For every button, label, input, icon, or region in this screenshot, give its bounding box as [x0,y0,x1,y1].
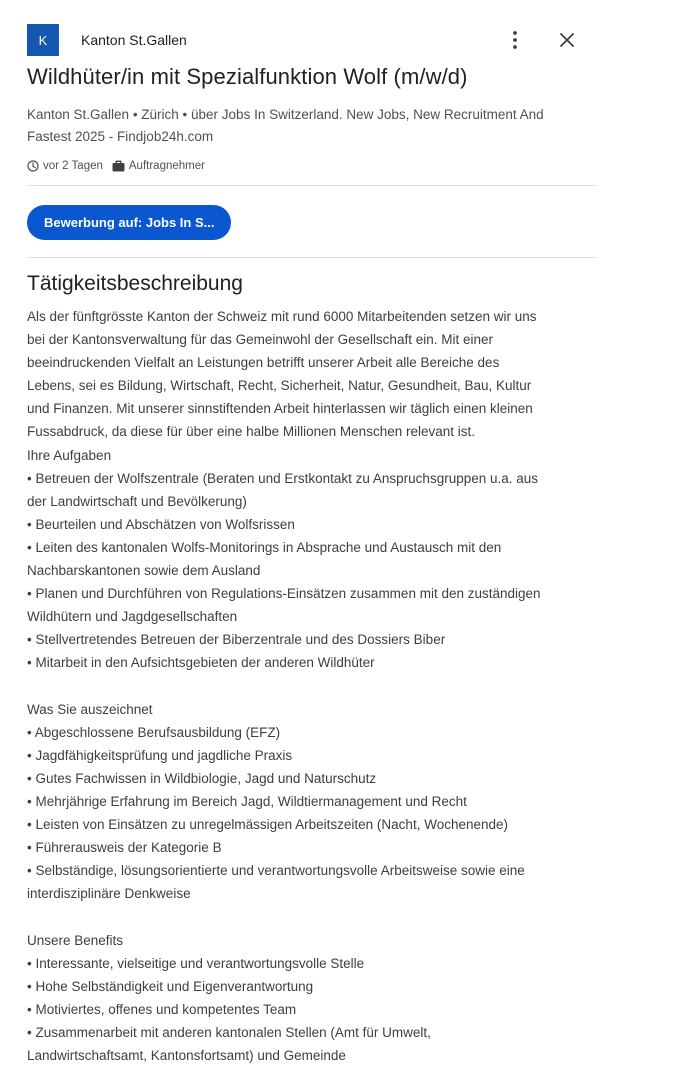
description-line: • Betreuen der Wolfszentrale (Beraten und Erstkontakt zu Anspruchsgruppen u.a. aus [27,470,539,486]
description-line: beeindruckenden Vielfalt an Leistungen betrifft unserer Arbeit alle Bereiche des [27,355,500,371]
description-line: • Abgeschlossene Berufsausbildung (EFZ) [27,724,281,740]
job-meta [27,157,214,175]
description-line: • Interessante, vielseitige und verantwortungsvolle Stelle [27,955,365,971]
description-line: der Landwirtschaft und Bevölkerung) [27,493,247,509]
more-vert-icon [512,30,518,50]
description-line: • Hohe Selbständigkeit und Eigenverantwortung [27,978,314,994]
description-line: Nachbarskantonen sowie dem Ausland [27,563,261,579]
description-line: • Mitarbeit in den Aufsichtsgebieten der anderen Wildhüter [27,655,375,671]
description-line: Fussabdruck, da diese für über eine halbe Millionen Menschen relevant ist. [27,424,475,440]
posted-text: vor 2 Tagen [43,160,103,172]
description-line: • Beurteilen und Abschätzen von Wolfsrissen [27,516,295,532]
apply-button[interactable]: Bewerbung auf: Jobs In S... [27,205,231,240]
description-line: • Führerausweis der Kategorie B [27,840,222,856]
description-line: • Leiten des kantonalen Wolfs-Monitorings in Absprache und Austausch mit den [27,539,502,555]
employment-type-text: Auftragnehmer [128,160,205,172]
description-line: • Planen und Durchführen von Regulations-Einsätzen zusammen mit den zuständigen [27,586,541,602]
job-source-line: Fastest 2025 - Findjob24h.com [27,129,214,144]
employment-type-info [112,160,205,172]
more-options-button[interactable] [503,26,527,54]
description-line: • Mehrjährige Erfahrung im Bereich Jagd, Wildtiermanagement und Recht [27,793,467,809]
description-line: Landwirtschaftsamt, Kantonsfortsamt) und Gemeinde [27,1048,346,1063]
description-line: • Motiviertes, offenes und kompetentes Team [27,1001,297,1017]
job-source [27,104,592,148]
description-line: Unsere Benefits [27,932,124,948]
description-line: • Selbständige, lösungsorientierte und verantwortungsvolle Arbeitsweise sowie eine [27,863,525,879]
description-line: Als der fünftgrösste Kanton der Schweiz mit rund 6000 Mitarbeitenden setzen wir uns [27,309,537,324]
close-button[interactable] [553,26,581,54]
description-line: interdisziplinäre Denkweise [27,886,191,902]
job-description [27,305,597,1067]
clock-icon [27,160,39,172]
description-heading: Tätigkeitsbeschreibung [27,272,243,295]
description-line: • Jagdfähigkeitsprüfung und jagdliche Praxis [27,747,293,763]
job-title: Wildhüter/in mit Spezialfunktion Wolf (m/w/d) [27,64,468,89]
divider [27,257,597,258]
description-line: • Stellvertretendes Betreuen der Biberzentrale und des Dossiers Biber [27,632,446,648]
posted-info [27,160,103,172]
description-line: und Finanzen. Mit unserer sinnstiftenden Arbeit hinterlassen wir täglich einen kleinen [27,401,533,417]
description-line: bei der Kantonsverwaltung für das Gemeinwohl der Gesellschaft ein. Mit einer [27,332,493,348]
company-logo: K [27,24,59,56]
description-line: Ihre Aufgaben [27,447,112,463]
description-line: • Gutes Fachwissen in Wildbiologie, Jagd und Naturschutz [27,770,377,786]
job-source-line: Kanton St.Gallen • Zürich • über Jobs In Switzerland. New Jobs, New Recruitment And [27,107,544,122]
description-line: Lebens, sei es Bildung, Wirtschaft, Recht, Sicherheit, Natur, Gesundheit, Bau, Kultur [27,378,532,394]
divider [27,185,597,186]
description-line: • Zusammenarbeit mit anderen kantonalen Stellen (Amt für Umwelt, [27,1024,431,1040]
description-line: Was Sie auszeichnet [27,701,153,717]
description-spacer [27,905,597,928]
close-icon [559,32,575,48]
job-header [27,24,587,56]
company-name: Kanton St.Gallen [81,32,187,48]
description-line: • Leisten von Einsätzen zu unregelmässigen Arbeitszeiten (Nacht, Wochenende) [27,817,509,833]
briefcase-icon [112,160,125,172]
description-spacer [27,675,597,698]
description-line: Wildhütern und Jagdgesellschaften [27,609,238,625]
